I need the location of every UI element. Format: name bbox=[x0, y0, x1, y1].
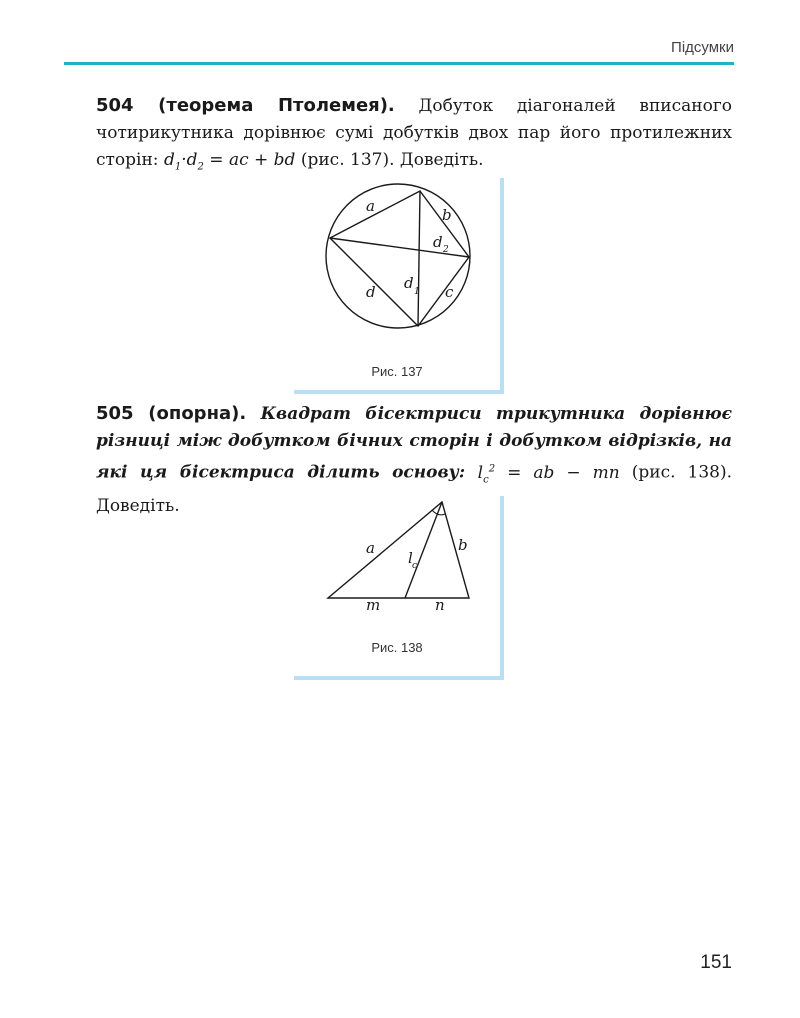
bisector-formula: $l_c^2$ = ab − mn bbox=[477, 462, 620, 486]
figure-138-caption: Рис. 138 bbox=[371, 640, 423, 655]
triangle bbox=[328, 502, 469, 598]
diagonal-d1 bbox=[418, 191, 420, 326]
label-d2-sub: 2 bbox=[443, 245, 449, 255]
problem-505-number: 505 (опорна). bbox=[96, 403, 247, 424]
header-rule bbox=[64, 62, 734, 65]
figure-138 bbox=[294, 496, 504, 680]
label-l-sub: c bbox=[412, 561, 418, 571]
label-a: a bbox=[366, 197, 375, 215]
problem-504 bbox=[96, 92, 732, 180]
label-b: b bbox=[442, 206, 452, 224]
page-number: 151 bbox=[700, 952, 732, 973]
label-n: n bbox=[435, 596, 445, 614]
label-d1: d bbox=[404, 274, 414, 292]
label-a: a bbox=[366, 539, 375, 557]
triangle-bisector-diagram bbox=[294, 496, 500, 636]
problem-505-tail: (рис. 138). Доведіть. bbox=[96, 462, 733, 517]
figure-137 bbox=[294, 178, 504, 394]
label-d: d bbox=[366, 283, 376, 301]
label-b: b bbox=[458, 536, 468, 554]
label-l: l bbox=[408, 549, 413, 567]
label-m: m bbox=[366, 596, 381, 614]
problem-505-text: Квадрат бісектриси трикутника дорівнює різниці між добутком бічних сторін і добутком відрізків, на які ця бісектриса ділить основу: bbox=[96, 404, 732, 483]
label-d1-sub: 1 bbox=[414, 287, 420, 297]
ptolemy-formula: $d_1\cdot d_2$ = ac + bd bbox=[163, 150, 296, 173]
problem-504-tail: (рис. 137). Доведіть. bbox=[295, 150, 484, 170]
figure-137-caption: Рис. 137 bbox=[371, 364, 423, 379]
problem-504-text: Добуток діагоналей вписаного чотирикутника дорівнює сумі добутків двох пар його протилежних сторін: bbox=[96, 96, 733, 170]
label-c: c bbox=[445, 283, 454, 301]
problem-504-number: 504 (теорема Птолемея). bbox=[96, 95, 395, 116]
section-title: Підсумки bbox=[671, 39, 734, 56]
cyclic-quadrilateral-diagram bbox=[294, 178, 500, 358]
label-d2: d bbox=[433, 233, 443, 251]
